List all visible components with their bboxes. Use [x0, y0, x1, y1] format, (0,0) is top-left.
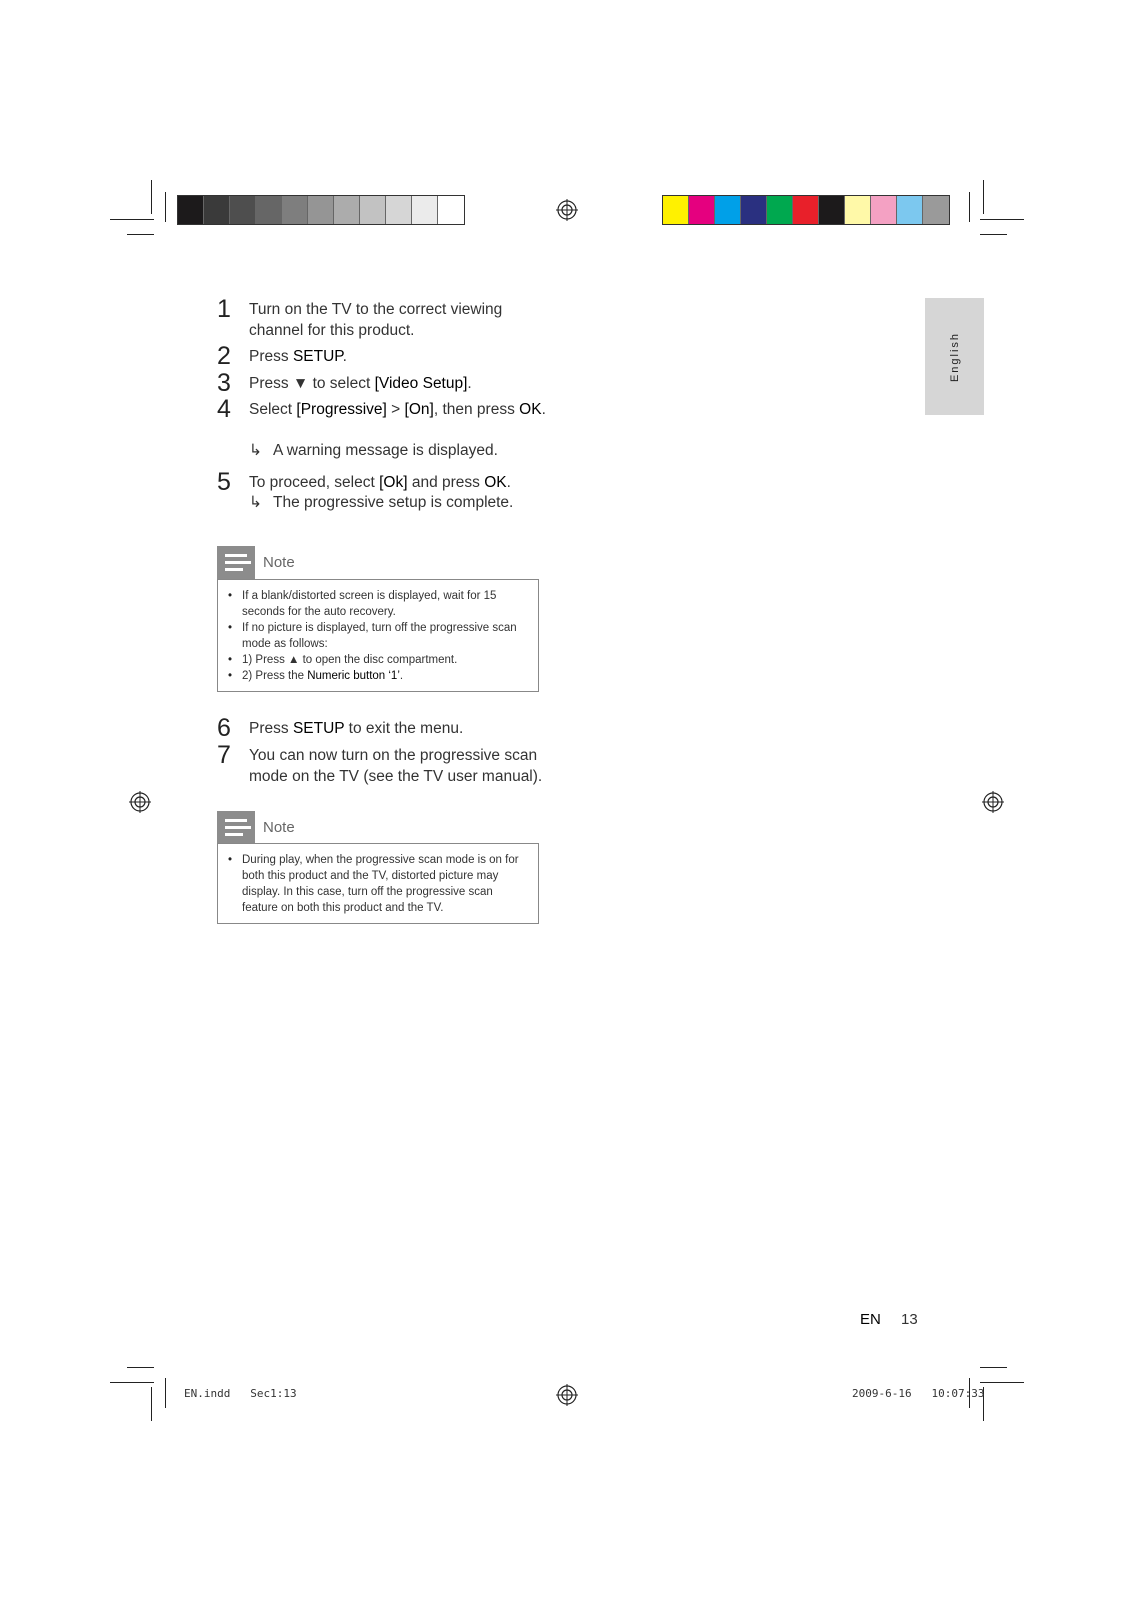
color-swatch	[923, 196, 949, 224]
crop-mark	[980, 219, 1024, 220]
color-swatch	[230, 196, 256, 224]
language-tab	[925, 298, 984, 415]
page-number: 13	[901, 1311, 918, 1328]
button-name: Numeric button ‘1’	[307, 670, 400, 682]
button-name: SETUP	[292, 720, 345, 737]
button-name: SETUP	[292, 348, 343, 365]
language-tab-label: English	[948, 331, 961, 382]
button-name: OK	[484, 474, 507, 491]
color-swatch	[204, 196, 230, 224]
step-text: Press SETUP.	[249, 348, 347, 365]
color-swatch	[793, 196, 819, 224]
crop-mark	[165, 1378, 166, 1408]
step-text: Turn on the TV to the correct viewing channel for this product.	[249, 301, 503, 339]
button-name: OK	[519, 401, 542, 418]
step-number: 7	[217, 741, 231, 769]
step-number: 3	[217, 369, 231, 397]
note-box	[217, 843, 539, 924]
slug-timestamp: 2009-6-16 10:07:33	[852, 1387, 985, 1400]
step-text: To proceed, select [Ok] and press OK.	[249, 474, 511, 491]
color-swatch	[819, 196, 845, 224]
color-swatch	[438, 196, 464, 224]
color-swatch	[689, 196, 715, 224]
menu-option: [Progressive]	[296, 401, 387, 418]
step-number: 4	[217, 395, 231, 423]
crop-mark	[983, 180, 984, 214]
color-swatch	[334, 196, 360, 224]
registration-mark-icon	[556, 199, 578, 221]
menu-option: [Ok]	[379, 474, 408, 491]
crop-mark	[980, 1382, 1024, 1383]
step-text: You can now turn on the progressive scan mode on the TV (see the TV user manual).	[249, 747, 543, 785]
step-number: 1	[217, 295, 231, 323]
color-swatch	[412, 196, 438, 224]
step-number: 2	[217, 342, 231, 370]
step-text: Select [Progressive] > [On], then press OK.	[249, 401, 546, 418]
step-number: 5	[217, 468, 231, 496]
color-swatch	[663, 196, 689, 224]
crop-mark	[110, 1382, 154, 1383]
color-swatch	[282, 196, 308, 224]
note-item: • During play, when the progressive scan mode is on for both this product and the TV, distorted picture may display. In this case, turn off the progressive scan feature on both this product and the TV.	[242, 852, 528, 916]
note-item: • If a blank/distorted screen is displayed, wait for 15 seconds for the auto recovery.	[242, 588, 528, 620]
registration-mark-icon	[556, 1384, 578, 1406]
step-number: 6	[217, 714, 231, 742]
crop-mark	[980, 234, 1007, 235]
step-result: ↳ The progressive setup is complete.	[249, 494, 514, 511]
step-result: ↳ A warning message is displayed.	[249, 442, 498, 459]
color-swatch	[256, 196, 282, 224]
note-icon	[217, 546, 255, 579]
note-item: • 1) Press ▲ to open the disc compartment.	[242, 652, 528, 668]
crop-mark	[127, 1367, 154, 1368]
note-title: Note	[263, 554, 295, 571]
color-swatch	[897, 196, 923, 224]
note-icon	[217, 811, 255, 844]
step-text: Press ▼ to select [Video Setup].	[249, 375, 472, 392]
crop-mark	[151, 1387, 152, 1421]
crop-mark	[980, 1367, 1007, 1368]
color-swatch	[715, 196, 741, 224]
crop-mark	[151, 180, 152, 214]
crop-mark	[165, 192, 166, 222]
color-swatch	[360, 196, 386, 224]
result-arrow-icon: ↳	[249, 494, 262, 511]
result-arrow-icon: ↳	[249, 442, 262, 459]
color-swatch	[178, 196, 204, 224]
grayscale-bar	[177, 195, 465, 225]
footer-language: EN	[860, 1311, 881, 1328]
color-swatch	[871, 196, 897, 224]
note-item: • 2) Press the Numeric button ‘1’.	[242, 668, 528, 684]
crop-mark	[969, 192, 970, 222]
color-bar	[662, 195, 950, 225]
slug-file-info: EN.indd Sec1:13	[184, 1387, 297, 1400]
color-swatch	[386, 196, 412, 224]
color-swatch	[845, 196, 871, 224]
crop-mark	[127, 234, 154, 235]
menu-option: [Video Setup]	[374, 375, 468, 392]
registration-mark-icon	[129, 791, 151, 813]
menu-option: [On]	[404, 401, 434, 418]
registration-mark-icon	[982, 791, 1004, 813]
note-box	[217, 579, 539, 692]
crop-mark	[110, 219, 154, 220]
color-swatch	[767, 196, 793, 224]
note-item: • If no picture is displayed, turn off the progressive scan mode as follows:	[242, 620, 528, 652]
color-swatch	[741, 196, 767, 224]
color-swatch	[308, 196, 334, 224]
step-text: Press SETUP to exit the menu.	[249, 720, 464, 737]
note-title: Note	[263, 819, 295, 836]
